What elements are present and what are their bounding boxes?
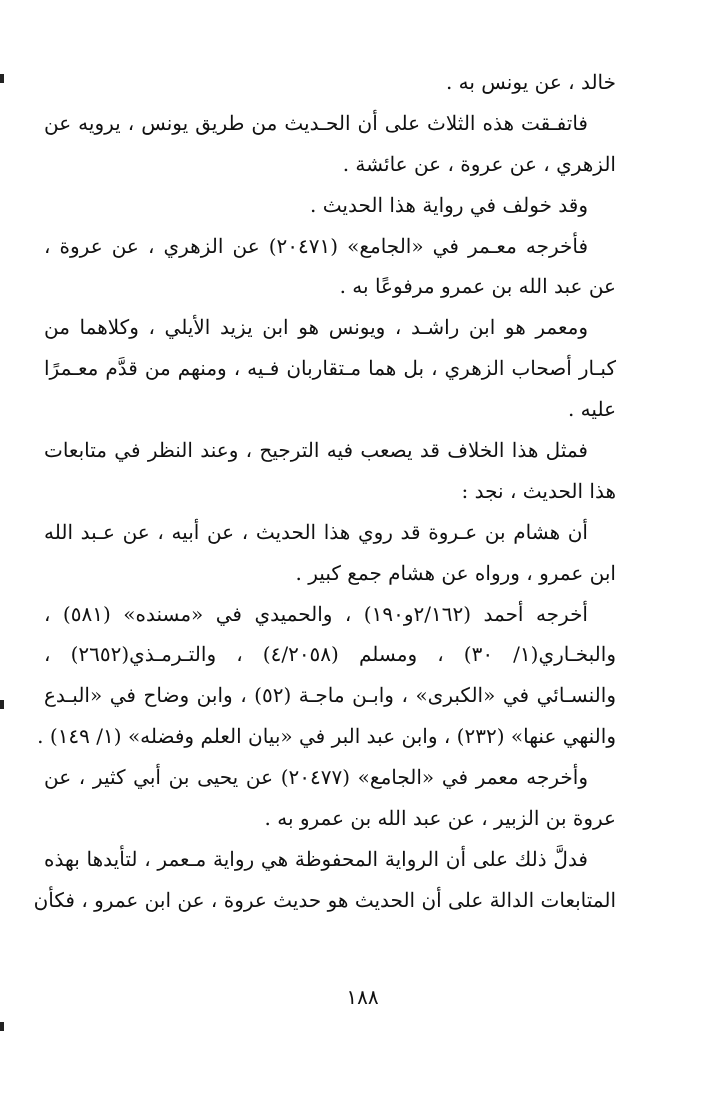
text-line-14: أخرجه أحمد (٢/١٦٢و١٩٠) ، والحميدي في «مسنده» (٥٨١) ، [44, 601, 588, 626]
text-line-17: والنهي عنها» (٢٣٢) ، وابن عبد البر في «بيان العلم وفضله» (١/ ١٤٩) . [37, 724, 616, 749]
text-line-11: هذا الحديث ، نجد : [461, 478, 616, 503]
text-line-5: فأخرجه معـمر في «الجامع» (٢٠٤٧١) عن الزهري ، عن عروة ، [44, 233, 589, 258]
text-line-1: خالد ، عن يونس به . [445, 70, 616, 94]
text-line-21: المتابعات الدالة على أن الحديث هو حديث عروة ، عن ابن عمرو ، فكأن [33, 887, 616, 912]
text-line-12: أن هشام بن عـروة قد روي هذا الحديث ، عن أبيه ، عن عـبد الله [44, 519, 588, 544]
text-line-16: والنسـائي في «الكبرى» ، وابـن ماجـة (٥٢) ، وابن وضاح في «البـدع [44, 683, 616, 708]
text-line-6: عن عبد الله بن عمرو مرفوعًا به . [339, 274, 616, 299]
text-line-3: الزهري ، عن عروة ، عن عائشة . [342, 151, 616, 176]
text-line-15: والبخـاري(١/ ٣٠) ، ومسلم (٤/٢٠٥٨) ، والتـرمـذي(٢٦٥٢) ، [44, 642, 616, 667]
text-line-20: فدلَّ ذلك على أن الرواية المحفوظة هي رواية مـعمر ، لتأيدها بهذه [44, 846, 588, 871]
text-line-13: ابن عمرو ، ورواه عن هشام جمع كبير . [295, 560, 616, 585]
text-line-9: عليه . [567, 397, 616, 422]
text-line-7: ومعمر هو ابن راشـد ، ويونس هو ابن يزيد الأيلي ، وكلاهما من [44, 315, 588, 340]
margin-mark [0, 1022, 4, 1031]
margin-mark [0, 74, 4, 83]
page-number: ١٨٨ [346, 985, 379, 1009]
text-line-10: فمثل هذا الخلاف قد يصعب فيه الترجيح ، وعند النظر في متابعات [44, 438, 588, 463]
text-line-4: وقد خولف في رواية هذا الحديث . [310, 192, 588, 217]
text-line-8: كبـار أصحاب الزهري ، بل هما مـتقاربان فـيه ، ومنهم من قدَّم معـمرًا [44, 356, 616, 381]
body-text [33, 62, 616, 921]
text-line-19: عروة بن الزبير ، عن عبد الله بن عمرو به . [264, 806, 616, 831]
text-line-18: وأخرجه معمر في «الجامع» (٢٠٤٧٧) عن يحيى بن أبي كثير ، عن [44, 765, 589, 790]
margin-mark [0, 700, 4, 709]
text-line-2: فاتفـقت هذه الثلاث على أن الحـديث من طريق يونس ، يرويه عن [44, 110, 588, 135]
